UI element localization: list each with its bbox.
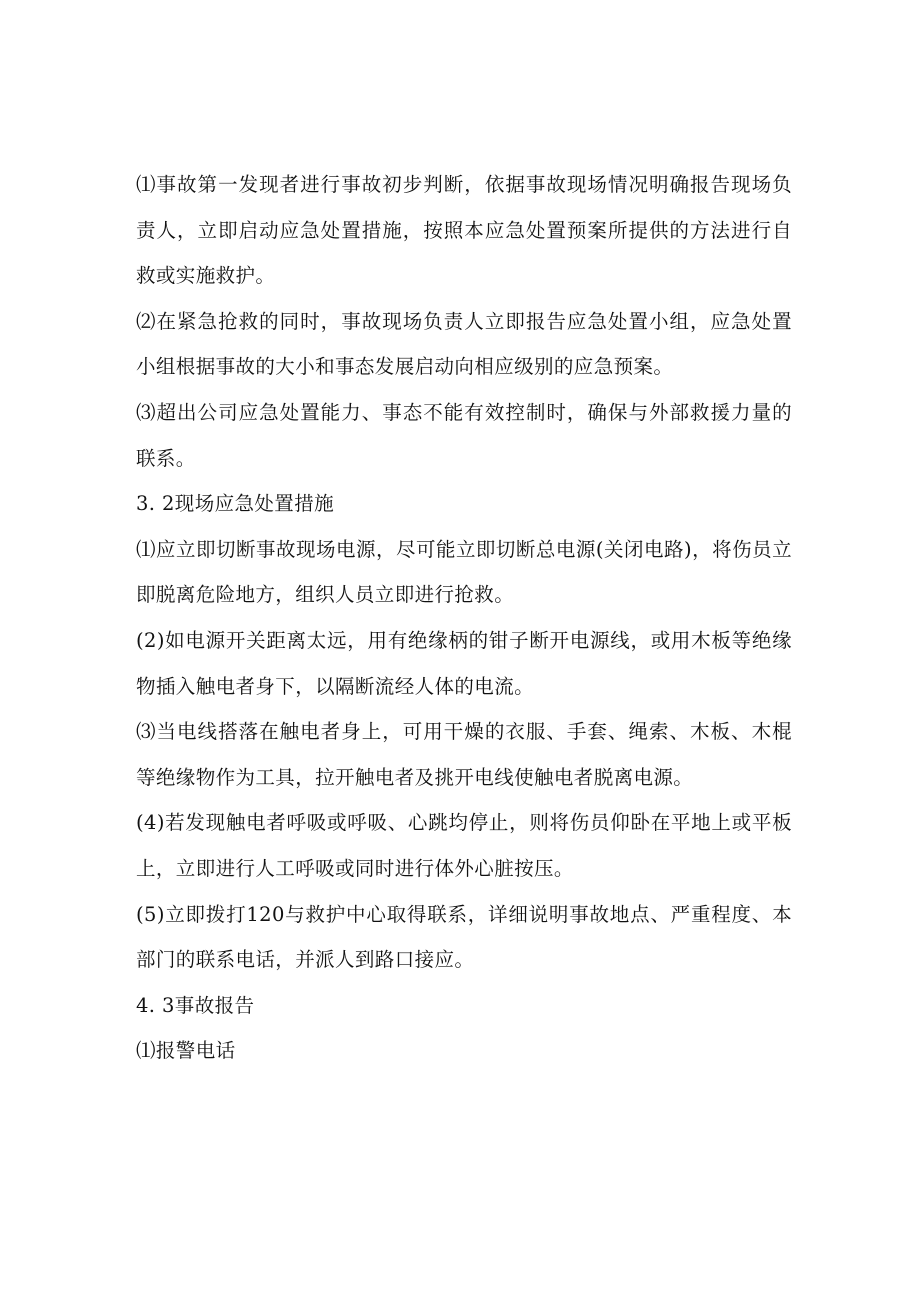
paragraph-insulated-pliers: (2)如电源开关距离太远，用有绝缘柄的钳子断开电源线，或用木板等绝缘物插入触电者身下，以隔断流经人体的电流。 [136,628,792,698]
paragraph-call-120: (5)立即拨打120与救护中心取得联系，详细说明事故地点、严重程度、本部门的联系电话，并派人到路口接应。 [136,902,792,972]
section-heading-onsite-measures: 3. 2现场应急处置措施 [136,492,335,516]
paragraph-cut-power: ⑴应立即切断事故现场电源，尽可能立即切断总电源(关闭电路)，将伤员立即脱离危险地方，组织人员立即进行抢救。 [136,537,792,607]
paragraph-initial-judgment: ⑴事故第一发现者进行事故初步判断，依据事故现场情况明确报告现场负责人，立即启动应急处置措施，按照本应急处置预案所提供的方法进行自救或实施救护。 [136,173,792,288]
paragraph-external-rescue: ⑶超出公司应急处置能力、事态不能有效控制时，确保与外部救援力量的联系。 [136,400,792,470]
document-body [136,162,792,1074]
paragraph-alarm-phone: ⑴报警电话 [136,1039,236,1063]
paragraph-report-to-team: ⑵在紧急抢救的同时，事故现场负责人立即报告应急处置小组，应急处置小组根据事故的大小和事态发展启动向相应级别的应急预案。 [136,309,792,379]
paragraph-cpr: (4)若发现触电者呼吸或呼吸、心跳均停止，则将伤员仰卧在平地上或平板上，立即进行人工呼吸或同时进行体外心脏按压。 [136,811,792,880]
paragraph-insulating-tools: ⑶当电线搭落在触电者身上，可用干燥的衣服、手套、绳索、木板、木棍等绝缘物作为工具，拉开触电者及挑开电线使触电者脱离电源。 [136,720,792,789]
section-heading-accident-report: 4. 3事故报告 [136,993,255,1017]
